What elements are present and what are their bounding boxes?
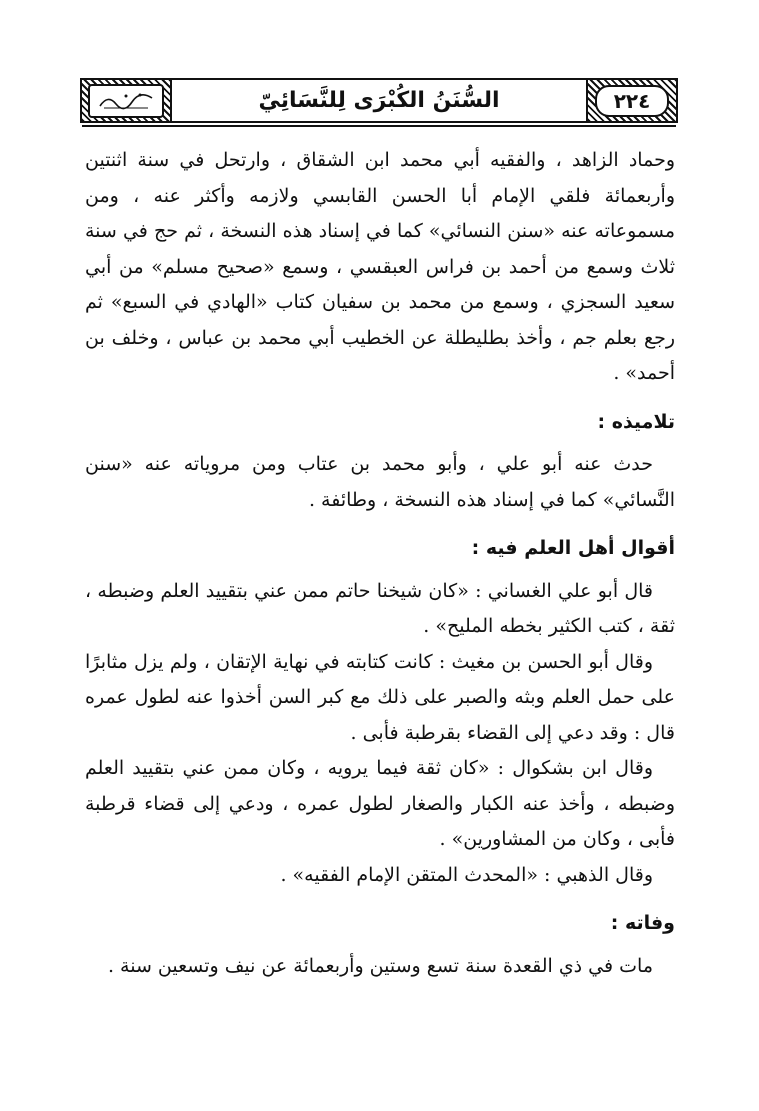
page-body [85, 143, 675, 984]
paragraph-dhahabi: وقال الذهبي : «المحدث المتقن الإمام الفقيه» . [280, 863, 653, 886]
paragraph-ghassani: قال أبو علي الغساني : «كان شيخنا حاتم ممن عني بتقييد العلم وضبطه ، ثقة ، كتب الكثير بخطه المليح» . [85, 579, 675, 637]
paragraph-biography: وحماد الزاهد ، والفقيه أبي محمد ابن الشقاق ، وارتحل في سنة اثنتين وأربعمائة فلقي الإمام أبا الحسن القابسي ولازمه وأكثر عنه ، ومن مسموعاته عنه «سنن النسائي» كما في إسناد هذه النسخة ، ثم حج في سنة ثلاث وسمع من أحمد بن فراس العبقسي ، وسمع «صحيح مسلم» من أبي سعيد السجزي ، وسمع من محمد بن سفيان كتاب «الهادي في السبع» ثم رجع بعلم جم ، وأخذ بطليطلة عن الخطيب أبي محمد بن عباس ، وخلف بن أحمد» . [85, 149, 675, 384]
page-number: ٢٢٤ [595, 85, 669, 117]
heading-scholar-sayings: أقوال أهل العلم فيه : [471, 537, 675, 559]
page-header [80, 78, 678, 123]
header-ornament-left [82, 80, 172, 121]
heading-students: تلاميذه : [597, 410, 675, 433]
paragraph-death: مات في ذي القعدة سنة تسع وستين وأربعمائة عن نيف وتسعين سنة . [107, 954, 653, 977]
paragraph-mughith: وقال أبو الحسن بن مغيث : كانت كتابته في نهاية الإتقان ، ولم يزل مثابرًا على حمل العلم وبثه والصبر على ذلك مع كبر السن أخذوا عنه لطول عمره قال : وقد دعي إلى القضاء بقرطبة فأبى . [85, 650, 675, 744]
book-seal-logo [88, 84, 164, 118]
running-title: السُّنَنُ الكُبْرَى لِلنَّسَائِيّ [258, 88, 500, 113]
paragraph-students: حدث عنه أبو علي ، وأبو محمد بن عتاب ومن مروياته عنه «سنن النَّسائي» كما في إسناد هذه النسخة ، وطائفة . [85, 453, 675, 511]
seal-calligraphy-icon [96, 90, 156, 112]
header-ornament-right [586, 80, 676, 121]
heading-death: وفاته : [610, 912, 675, 934]
paragraph-bashkuwal: وقال ابن بشكوال : «كان ثقة فيما يرويه ، وكان ممن عني بتقييد العلم وضبطه ، وأخذ عنه الكبار والصغار لطول عمره ، ودعي إلى قضاء قرطبة فأبى ، وكان من المشاورين» . [85, 757, 675, 850]
